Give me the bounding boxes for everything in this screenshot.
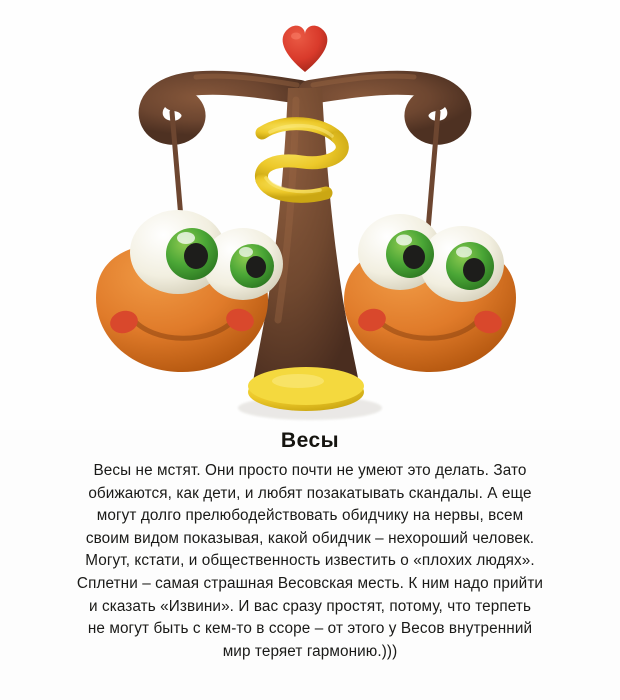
article-line: Сплетни – самая страшная Весовская месть. К ним надо прийти: [76, 574, 544, 592]
article-line: Могут, кстати, и общественность известить о «плохих людях».: [85, 552, 535, 570]
right-bowl-face: [344, 214, 516, 372]
article-text-block: [0, 428, 620, 663]
article-line: могут долго прелюбодействовать обидчику на нервы, всем: [96, 507, 524, 525]
yellow-base-ring: [248, 367, 364, 411]
article-line: мир теряет гармонию.))): [222, 642, 398, 660]
article-line: Весы не мстят. Они просто почти не умеют это делать. Зато: [93, 462, 527, 479]
page-title: Весы: [280, 429, 340, 452]
article-line: обижаются, как дети, и любят позакатывать скандалы. А еще: [88, 484, 532, 502]
article-line: не могут быть с кем-то в ссоре – от этого у Весов внутренний: [87, 620, 533, 638]
article-paragraph: [14, 460, 606, 663]
article-line: своим видом показывая, какой обидчик – нехороший человек.: [85, 529, 535, 547]
article-line: и сказать «Извини». И вас сразу простят, потому, что терпеть: [88, 597, 532, 615]
